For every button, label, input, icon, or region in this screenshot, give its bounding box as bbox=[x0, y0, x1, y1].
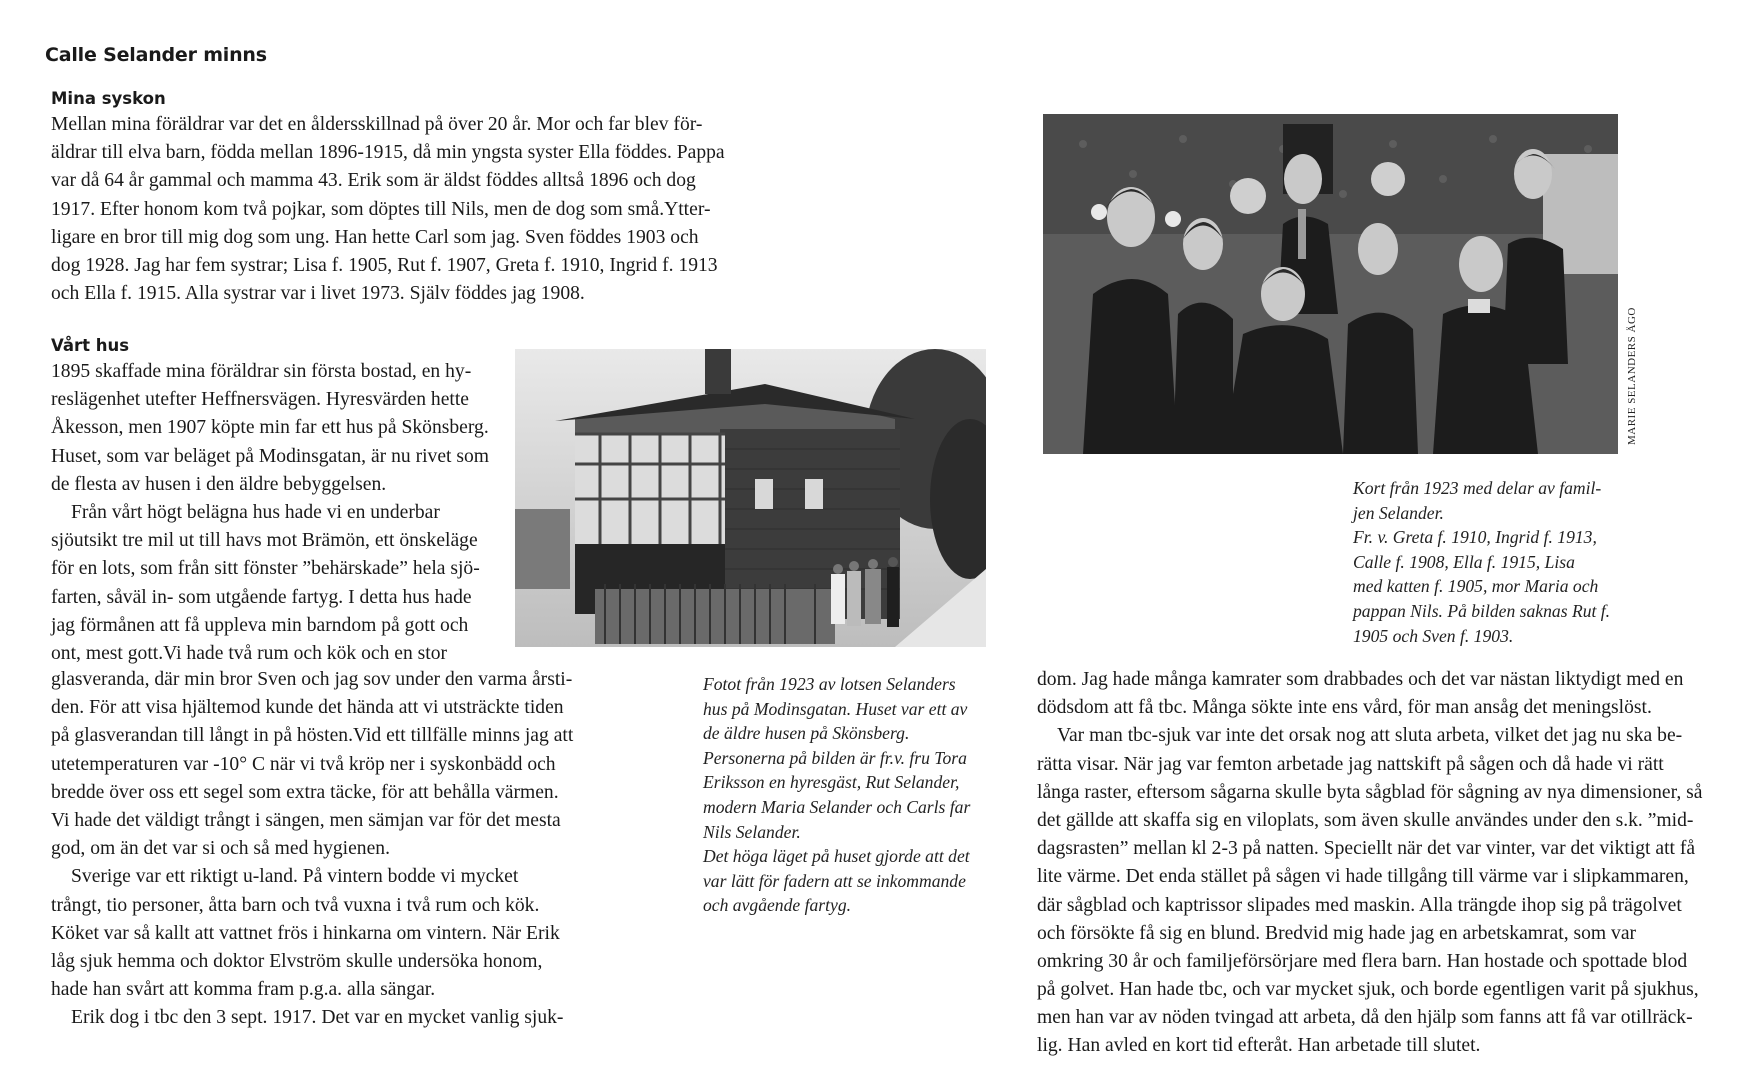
caption-line: var lätt för fadern att se inkommande bbox=[703, 870, 966, 891]
caption-line: hus på Modinsgatan. Huset var ett av bbox=[703, 698, 968, 719]
text-line: de flesta av husen i den äldre bebyggelsen. bbox=[51, 473, 387, 495]
caption-line: Det höga läget på huset gjorde att det bbox=[703, 846, 970, 867]
house-photo-image bbox=[515, 349, 986, 647]
caption-line: jen Selander. bbox=[1353, 502, 1444, 523]
text-line: bredde över oss ett segel som extra täcke, för att behålla värmen. bbox=[51, 781, 559, 803]
hus-paragraph-narrow bbox=[51, 358, 489, 668]
section-heading-hus: Vårt hus bbox=[51, 336, 130, 355]
text-line: den. För att visa hjältemod kunde det hända att vi utsträckte tiden bbox=[51, 697, 564, 719]
text-line: Köket var så kallt att vattnet frös i hinkarna om vintern. När Erik bbox=[51, 922, 560, 944]
text-line: ont, mest gott.Vi hade två rum och kök och en stor bbox=[51, 642, 448, 664]
text-line: var då 64 år gammal och mamma 43. Erik som är äldst föddes alltså 1896 och dog bbox=[51, 170, 696, 192]
text-line: äldrar till elva barn, födda mellan 1896-1915, då min yngsta syster Ella föddes. Pappa bbox=[51, 142, 725, 164]
text-line: utetemperaturen var -10° C när vi två kröp ner i syskonbädd och bbox=[51, 753, 556, 775]
caption-line: Calle f. 1908, Ella f. 1915, Lisa bbox=[1353, 551, 1575, 572]
text-line: för en lots, som från sitt fönster ”behärskade” hela sjö- bbox=[51, 558, 480, 580]
text-line: Erik dog i tbc den 3 sept. 1917. Det var en mycket vanlig sjuk- bbox=[71, 1007, 564, 1029]
text-line: på glasverandan till långt in på hösten.Vid ett tillfälle minns jag att bbox=[51, 725, 574, 747]
caption-line: de äldre husen på Skönsberg. bbox=[703, 723, 910, 744]
caption-line: Kort från 1923 med delar av famil- bbox=[1353, 478, 1602, 498]
caption-line: Fr. v. Greta f. 1910, Ingrid f. 1913, bbox=[1353, 527, 1597, 548]
text-line: och försökte få sig en blund. Bredvid mig hade jag en arbetskamrat, som var bbox=[1037, 922, 1637, 944]
text-line: lite värme. Det enda stället på sågen vi hade tillgång till värme var i slipkammaren, bbox=[1037, 866, 1689, 888]
text-line: hade han svårt att komma fram p.g.a. alla sängar. bbox=[51, 979, 436, 1001]
caption-line: Personerna på bilden är fr.v. fru Tora bbox=[703, 747, 967, 768]
caption-line: Fotot från 1923 av lotsen Selanders bbox=[703, 674, 956, 694]
caption-line: Nils Selander. bbox=[703, 821, 801, 842]
caption-line: pappan Nils. På bilden saknas Rut f. bbox=[1353, 600, 1611, 621]
house-photo bbox=[515, 349, 986, 647]
text-line: glasveranda, där min bror Sven och jag sov under den varma årsti- bbox=[51, 669, 573, 690]
text-line: Sverige var ett riktigt u-land. På vintern bodde vi mycket bbox=[71, 866, 519, 888]
text-line: på golvet. Han hade tbc, och var mycket sjuk, och borde egentligen varit på sjukhus, bbox=[1037, 979, 1699, 1001]
text-line: omkring 30 år och familjeförsörjare med flera barn. Han hostade och spottade blod bbox=[1037, 950, 1688, 972]
text-line: Vi hade det väldigt trångt i sängen, men sämjan var för det mesta bbox=[51, 809, 561, 831]
text-line: rätta visar. När jag var femton arbetade jag nattskift på sågen och då hade vi rätt bbox=[1037, 753, 1664, 775]
text-line: dagsrasten” mellan kl 2-3 på natten. Speciellt när det var vinter, var det viktigt att få bbox=[1037, 838, 1696, 860]
family-photo bbox=[1043, 114, 1618, 454]
hus-paragraph-wide bbox=[51, 666, 573, 1032]
caption-line: modern Maria Selander och Carls far bbox=[703, 796, 971, 817]
text-line: Huset, som var beläget på Modinsgatan, är nu rivet som bbox=[51, 445, 490, 467]
text-line: Mellan mina föräldrar var det en åldersskillnad på över 20 år. Mor och far blev för- bbox=[51, 114, 703, 135]
text-line: dog 1928. Jag har fem systrar; Lisa f. 1905, Rut f. 1907, Greta f. 1910, Ingrid f. 1913 bbox=[51, 254, 718, 276]
text-line: farten, såväl in- som utgående fartyg. I detta hus hade bbox=[51, 586, 472, 608]
caption-line: 1905 och Sven f. 1903. bbox=[1353, 625, 1514, 646]
syskon-paragraph bbox=[51, 111, 725, 308]
family-photo-image bbox=[1043, 114, 1618, 454]
text-line: lig. Han avled en kort tid efteråt. Han arbetade till slutet. bbox=[1037, 1035, 1481, 1057]
text-line: Var man tbc-sjuk var inte det orsak nog att sluta arbeta, vilket det jag nu ska be- bbox=[1057, 725, 1683, 747]
family-photo-credit: MARIE SELANDERS ÄGO bbox=[1626, 307, 1638, 445]
text-line: där sågblad och kaptrissor slipades med maskin. Alla trängde ihop sig på trägolvet bbox=[1037, 894, 1682, 916]
text-line: dom. Jag hade många kamrater som drabbades och det var nästan liktydigt med en bbox=[1037, 669, 1684, 690]
text-line: Åkesson, men 1907 köpte min far ett hus på Skönsberg. bbox=[51, 417, 489, 439]
text-line: ligare en bror till mig dog som ung. Han hette Carl som jag. Sven föddes 1903 och bbox=[51, 226, 699, 248]
text-line: låg sjuk hemma och doktor Elvström skulle undersöka honom, bbox=[51, 950, 543, 972]
caption-line: Eriksson en hyresgäst, Rut Selander, bbox=[703, 772, 960, 793]
article-title: Calle Selander minns bbox=[45, 44, 267, 66]
text-line: dödsdom att få tbc. Många sökte inte ens vård, för man ansåg det meningslöst. bbox=[1037, 697, 1652, 719]
house-photo-caption bbox=[703, 672, 970, 918]
right-column-paragraph bbox=[1037, 666, 1703, 1061]
text-line: 1895 skaffade mina föräldrar sin första bostad, en hy- bbox=[51, 361, 472, 382]
family-photo-caption bbox=[1353, 476, 1610, 648]
text-line: Från vårt högt belägna hus hade vi en underbar bbox=[71, 501, 440, 523]
text-line: jag förmånen att få uppleva min barndom på gott och bbox=[51, 614, 469, 636]
text-line: reslägenhet utefter Heffnersvägen. Hyresvärden hette bbox=[51, 389, 469, 411]
text-line: 1917. Efter honom kom två pojkar, som döptes till Nils, men de dog som små.Ytter- bbox=[51, 198, 711, 220]
section-heading-syskon: Mina syskon bbox=[51, 89, 166, 108]
text-line: det gällde att skaffa sig en viloplats, som även skulle användes under den s.k. ”mid- bbox=[1037, 809, 1694, 831]
text-line: sjöutsikt tre mil ut till havs mot Brämön, ett önskeläge bbox=[51, 530, 478, 552]
text-line: och Ella f. 1915. Alla systrar var i livet 1973. Själv föddes jag 1908. bbox=[51, 283, 585, 305]
text-line: trångt, tio personer, åtta barn och två vuxna i två rum och kök. bbox=[51, 894, 540, 916]
caption-line: med katten f. 1905, mor Maria och bbox=[1353, 576, 1599, 597]
text-line: god, om än det var si och så med hygienen. bbox=[51, 838, 390, 860]
text-line: långa raster, eftersom sågarna skulle byta sågblad för sågning av nya dimensioner, så bbox=[1037, 781, 1703, 803]
text-line: men han var av nöden tvingad att arbeta, då den hjälp som fanns att få var otillräck- bbox=[1037, 1007, 1693, 1029]
caption-line: och avgående fartyg. bbox=[703, 895, 852, 916]
